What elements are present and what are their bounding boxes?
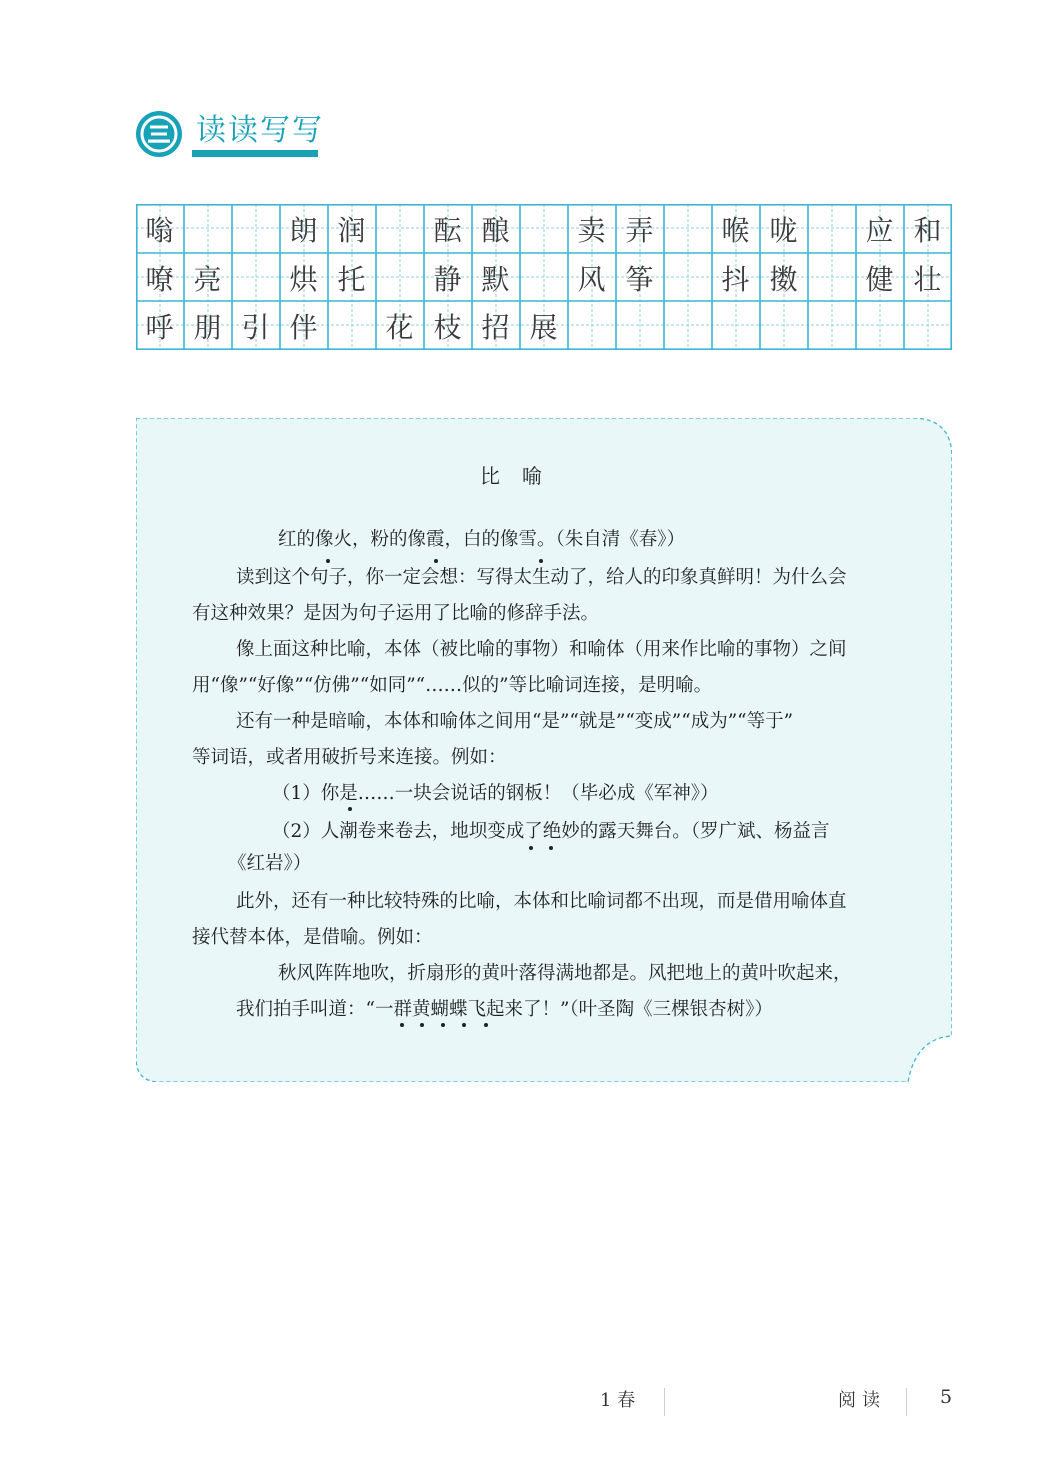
emphasis-dot	[441, 1023, 445, 1027]
grid-char: 酝	[433, 213, 462, 247]
grid-char: 应	[865, 213, 894, 247]
footer-divider	[906, 1388, 907, 1416]
quote-line: 我们拍手叫道：“一群黄蝴蝶飞起来了！”（叶圣陶《三棵银杏树》）	[236, 999, 773, 1020]
grid-char: 壮	[913, 262, 942, 296]
grid-char: 伴	[289, 310, 318, 344]
emphasis-dot	[549, 846, 553, 850]
grid-char: 呼	[145, 310, 174, 344]
grid-char: 酿	[481, 213, 510, 247]
three-lines-icon	[136, 111, 182, 157]
grid-char: 喉	[721, 213, 750, 247]
emphasis-dot	[539, 559, 543, 563]
grid-char: 擞	[769, 262, 798, 296]
grid-char: 静	[433, 262, 462, 296]
grid-char: 亮	[193, 262, 222, 296]
quote-line: 秋风阵阵地吹，折扇形的黄叶落得满地都是。风把地上的黄叶吹起来，	[278, 963, 852, 984]
box-title: 比喻	[480, 464, 564, 488]
grid-char: 筝	[625, 262, 654, 296]
grid-char: 健	[865, 262, 894, 296]
grid-char: 和	[913, 213, 942, 247]
emphasis-dot	[400, 1023, 404, 1027]
grid-char: 默	[481, 262, 510, 296]
footer-divider	[664, 1388, 665, 1416]
footer-lesson: 1 春	[600, 1390, 636, 1411]
grid-char: 弄	[625, 213, 654, 247]
grid-char: 烘	[289, 262, 318, 296]
grid-char: 朗	[289, 213, 318, 247]
emphasis-dot	[348, 807, 352, 811]
paragraph-line: 等词语，或者用破折号来连接。例如：	[192, 747, 507, 768]
grid-char: 展	[529, 310, 558, 344]
grid-char: 引	[241, 310, 270, 344]
grid-char: 枝	[433, 310, 462, 344]
emphasis-dot	[484, 1023, 488, 1027]
quote-line: 红的像火，粉的像霞，白的像雪。（朱自清《春》）	[278, 529, 686, 550]
emphasis-dot	[462, 1023, 466, 1027]
paragraph-line: 有这种效果？是因为句子运用了比喻的修辞手法。	[192, 603, 600, 624]
grid-char: 嗡	[145, 213, 174, 247]
grid-char: 招	[481, 310, 510, 344]
example-line: （1）你是……一块会说话的钢板！（毕必成《军神》）	[272, 783, 719, 804]
emphasis-dot	[420, 1023, 424, 1027]
grid-char: 风	[577, 262, 606, 296]
paragraph-line: 用“像”“好像”“仿佛”“如同”“……似的”等比喻词连接，是明喻。	[192, 675, 713, 696]
paragraph-line: 接代替本体，是借喻。例如：	[192, 927, 433, 948]
example-line: 《红岩》）	[228, 853, 312, 874]
grid-char: 卖	[577, 213, 606, 247]
grid-char: 咙	[769, 213, 798, 247]
paragraph-line: 像上面这种比喻，本体（被比喻的事物）和喻体（用来作比喻的事物）之间	[236, 639, 847, 660]
footer-unit: 阅读	[838, 1390, 886, 1411]
example-line: （2）人潮卷来卷去，地坝变成了绝妙的露天舞台。（罗广斌、杨益言	[272, 821, 830, 842]
paragraph-line: 此外，还有一种比较特殊的比喻，本体和比喻词都不出现，而是借用喻体直	[236, 891, 847, 912]
page-number: 5	[940, 1386, 953, 1408]
grid-char: 朋	[193, 310, 222, 344]
grid-char: 润	[337, 213, 366, 247]
grid-char: 花	[385, 310, 414, 344]
grid-char: 抖	[721, 262, 750, 296]
emphasis-dot	[326, 559, 330, 563]
emphasis-dot	[434, 559, 438, 563]
section-title-underline	[192, 150, 318, 157]
section-title: 读读写写	[196, 113, 324, 148]
grid-char: 嘹	[145, 262, 174, 296]
grid-char: 托	[337, 262, 366, 296]
vocabulary-practice-grid	[136, 204, 952, 350]
paragraph-line: 还有一种是暗喻，本体和喻体之间用“是”“就是”“变成”“成为”“等于”	[236, 711, 794, 732]
paragraph-line: 读到这个句子，你一定会想：写得太生动了，给人的印象真鲜明！为什么会	[236, 567, 847, 588]
emphasis-dot	[529, 846, 533, 850]
